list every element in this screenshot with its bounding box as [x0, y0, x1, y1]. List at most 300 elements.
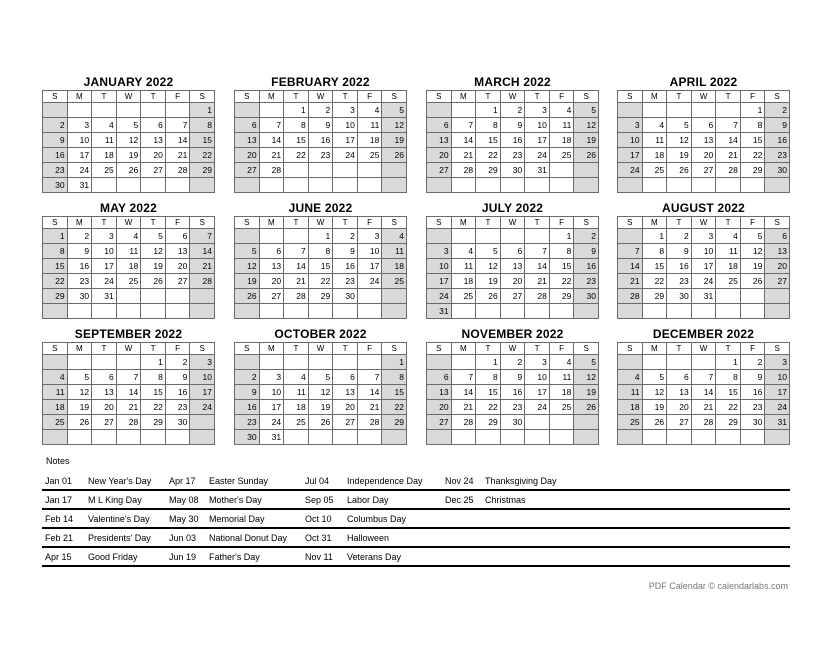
- day-cell: [333, 163, 358, 178]
- month-title: MARCH 2022: [474, 75, 551, 89]
- day-cell: [716, 304, 741, 319]
- day-cell: [333, 430, 358, 445]
- weekday-header-row: [235, 343, 407, 355]
- day-cell: [165, 430, 190, 445]
- week-row: [43, 259, 215, 274]
- day-cell: 18: [116, 259, 141, 274]
- weekday-header-row: [618, 91, 790, 103]
- day-cell: 29: [190, 163, 215, 178]
- day-cell: 20: [427, 148, 452, 163]
- day-cell: [43, 355, 68, 370]
- day-cell: 7: [525, 244, 550, 259]
- holiday-name: Mother's Day: [209, 495, 262, 505]
- week-row: [235, 415, 407, 430]
- day-cell: 2: [308, 103, 333, 118]
- day-cell: [667, 430, 692, 445]
- week-row: [618, 304, 790, 319]
- weekday-header: F: [165, 91, 190, 103]
- weekday-header: W: [500, 343, 525, 355]
- week-row: [235, 118, 407, 133]
- week-row: [235, 400, 407, 415]
- week-row: [427, 415, 599, 430]
- day-cell: 4: [357, 103, 382, 118]
- day-cell: 12: [667, 133, 692, 148]
- week-row: [43, 133, 215, 148]
- day-cell: [357, 178, 382, 193]
- day-cell: 9: [667, 244, 692, 259]
- day-cell: 18: [618, 400, 643, 415]
- day-cell: 10: [190, 370, 215, 385]
- weekday-header: M: [67, 217, 92, 229]
- day-cell: 17: [333, 133, 358, 148]
- day-cell: 13: [235, 133, 260, 148]
- weekday-header: S: [190, 343, 215, 355]
- day-cell: 7: [716, 118, 741, 133]
- week-row: [43, 370, 215, 385]
- day-cell: [427, 103, 452, 118]
- day-cell: 4: [549, 355, 574, 370]
- week-row: [427, 289, 599, 304]
- day-cell: [549, 304, 574, 319]
- day-cell: [116, 430, 141, 445]
- day-cell: 8: [476, 370, 501, 385]
- day-cell: [451, 304, 476, 319]
- day-cell: 30: [67, 289, 92, 304]
- holiday-name: Father's Day: [209, 552, 260, 562]
- day-cell: 11: [451, 259, 476, 274]
- day-cell: 9: [308, 118, 333, 133]
- day-cell: [574, 178, 599, 193]
- day-cell: 22: [740, 148, 765, 163]
- day-cell: [259, 178, 284, 193]
- day-cell: [618, 304, 643, 319]
- month-5: [42, 200, 215, 319]
- week-row: [427, 355, 599, 370]
- day-cell: 20: [333, 400, 358, 415]
- day-cell: 27: [92, 415, 117, 430]
- day-cell: [92, 103, 117, 118]
- day-cell: [716, 178, 741, 193]
- week-row: [427, 274, 599, 289]
- month-title: OCTOBER 2022: [274, 327, 367, 341]
- day-cell: 3: [259, 370, 284, 385]
- day-cell: 25: [357, 148, 382, 163]
- month-title: DECEMBER 2022: [652, 327, 755, 341]
- holiday-name: National Donut Day: [209, 533, 288, 543]
- weekday-header: M: [67, 343, 92, 355]
- day-cell: 2: [333, 229, 358, 244]
- day-cell: [642, 103, 667, 118]
- day-cell: 15: [43, 259, 68, 274]
- month-title: JUNE 2022: [288, 201, 353, 215]
- day-cell: 12: [740, 244, 765, 259]
- day-cell: 23: [574, 274, 599, 289]
- day-cell: 27: [500, 289, 525, 304]
- day-cell: [333, 355, 358, 370]
- holiday-name: Thanksgiving Day: [485, 476, 557, 486]
- day-cell: 14: [525, 259, 550, 274]
- day-cell: 1: [190, 103, 215, 118]
- week-row: [235, 133, 407, 148]
- month-grid: [426, 216, 599, 319]
- day-cell: [667, 355, 692, 370]
- day-cell: 13: [500, 259, 525, 274]
- week-row: [235, 178, 407, 193]
- day-cell: 5: [574, 355, 599, 370]
- day-cell: 30: [235, 430, 260, 445]
- day-cell: [574, 430, 599, 445]
- day-cell: [92, 430, 117, 445]
- day-cell: 10: [357, 244, 382, 259]
- day-cell: 27: [427, 163, 452, 178]
- day-cell: 13: [259, 259, 284, 274]
- day-cell: [476, 430, 501, 445]
- day-cell: 26: [141, 274, 166, 289]
- month-grid: [617, 90, 790, 193]
- day-cell: 6: [259, 244, 284, 259]
- weekday-header: F: [165, 343, 190, 355]
- day-cell: 5: [67, 370, 92, 385]
- weekday-header: T: [92, 343, 117, 355]
- day-cell: [618, 103, 643, 118]
- day-cell: 16: [308, 133, 333, 148]
- day-cell: 14: [451, 385, 476, 400]
- day-cell: 14: [357, 385, 382, 400]
- day-cell: 18: [357, 133, 382, 148]
- weekday-header: M: [259, 217, 284, 229]
- day-cell: [382, 163, 407, 178]
- day-cell: 5: [308, 370, 333, 385]
- weekday-header: S: [618, 91, 643, 103]
- month-11: [426, 326, 599, 445]
- day-cell: 26: [67, 415, 92, 430]
- day-cell: [574, 304, 599, 319]
- day-cell: 14: [618, 259, 643, 274]
- day-cell: 13: [92, 385, 117, 400]
- week-row: [427, 148, 599, 163]
- weekday-header: M: [67, 91, 92, 103]
- week-row: [43, 244, 215, 259]
- day-cell: 2: [500, 355, 525, 370]
- day-cell: [141, 178, 166, 193]
- day-cell: [574, 415, 599, 430]
- day-cell: [716, 289, 741, 304]
- day-cell: 23: [500, 400, 525, 415]
- day-cell: [427, 229, 452, 244]
- day-cell: 15: [716, 385, 741, 400]
- day-cell: [190, 304, 215, 319]
- day-cell: 16: [500, 385, 525, 400]
- week-row: [618, 244, 790, 259]
- day-cell: 15: [740, 133, 765, 148]
- day-cell: [716, 430, 741, 445]
- day-cell: [740, 430, 765, 445]
- day-cell: 15: [308, 259, 333, 274]
- weekday-header: W: [691, 343, 716, 355]
- day-cell: 30: [333, 289, 358, 304]
- holiday-name: Memorial Day: [209, 514, 265, 524]
- day-cell: 1: [642, 229, 667, 244]
- day-cell: 9: [740, 370, 765, 385]
- day-cell: [284, 178, 309, 193]
- notes-row: [42, 491, 790, 510]
- day-cell: 21: [116, 400, 141, 415]
- day-cell: 14: [691, 385, 716, 400]
- day-cell: [618, 178, 643, 193]
- day-cell: 29: [476, 163, 501, 178]
- day-cell: 2: [235, 370, 260, 385]
- day-cell: 23: [43, 163, 68, 178]
- weekday-header: T: [284, 91, 309, 103]
- day-cell: [284, 304, 309, 319]
- day-cell: 1: [716, 355, 741, 370]
- day-cell: 10: [92, 244, 117, 259]
- holiday-date: Jun 19: [169, 552, 197, 562]
- day-cell: 27: [235, 163, 260, 178]
- day-cell: [642, 430, 667, 445]
- day-cell: 20: [141, 148, 166, 163]
- weekday-header: T: [476, 91, 501, 103]
- day-cell: [691, 430, 716, 445]
- day-cell: 1: [43, 229, 68, 244]
- day-cell: 8: [476, 118, 501, 133]
- day-cell: [235, 229, 260, 244]
- day-cell: 15: [284, 133, 309, 148]
- day-cell: [691, 355, 716, 370]
- day-cell: 10: [67, 133, 92, 148]
- day-cell: [549, 415, 574, 430]
- day-cell: [357, 289, 382, 304]
- day-cell: 30: [43, 178, 68, 193]
- week-row: [427, 430, 599, 445]
- week-row: [235, 163, 407, 178]
- day-cell: 17: [691, 259, 716, 274]
- day-cell: 11: [43, 385, 68, 400]
- week-row: [618, 148, 790, 163]
- day-cell: 27: [667, 415, 692, 430]
- day-cell: [382, 304, 407, 319]
- day-cell: [116, 304, 141, 319]
- holiday-name: New Year's Day: [88, 476, 152, 486]
- day-cell: 14: [165, 133, 190, 148]
- holiday-date: Apr 17: [169, 476, 196, 486]
- holiday-date: Apr 15: [45, 552, 72, 562]
- day-cell: 2: [740, 355, 765, 370]
- day-cell: 24: [525, 400, 550, 415]
- holiday-date: May 30: [169, 514, 199, 524]
- day-cell: 17: [92, 259, 117, 274]
- day-cell: [525, 304, 550, 319]
- day-cell: [476, 229, 501, 244]
- day-cell: 6: [427, 370, 452, 385]
- weekday-header: F: [357, 217, 382, 229]
- day-cell: [525, 430, 550, 445]
- week-row: [427, 385, 599, 400]
- day-cell: 20: [765, 259, 790, 274]
- day-cell: 17: [618, 148, 643, 163]
- day-cell: [141, 304, 166, 319]
- day-cell: [308, 430, 333, 445]
- day-cell: 16: [765, 133, 790, 148]
- holiday-date: Sep 05: [305, 495, 334, 505]
- day-cell: 8: [740, 118, 765, 133]
- day-cell: 15: [549, 259, 574, 274]
- month-grid: [234, 90, 407, 193]
- day-cell: [691, 304, 716, 319]
- weekday-header: F: [549, 91, 574, 103]
- day-cell: [476, 304, 501, 319]
- day-cell: 19: [116, 148, 141, 163]
- weekday-header: T: [667, 217, 692, 229]
- day-cell: 4: [451, 244, 476, 259]
- notes-row: [42, 472, 790, 491]
- day-cell: 8: [43, 244, 68, 259]
- day-cell: [165, 304, 190, 319]
- day-cell: 12: [67, 385, 92, 400]
- day-cell: [549, 178, 574, 193]
- day-cell: [667, 304, 692, 319]
- weekday-header: W: [691, 217, 716, 229]
- day-cell: 31: [691, 289, 716, 304]
- holiday-name: Presidents' Day: [88, 533, 151, 543]
- day-cell: 18: [642, 148, 667, 163]
- notes-row: [42, 510, 790, 529]
- day-cell: [476, 178, 501, 193]
- weekday-header-row: [235, 91, 407, 103]
- weekday-header: S: [43, 343, 68, 355]
- day-cell: 4: [716, 229, 741, 244]
- weekday-header: W: [116, 91, 141, 103]
- weekday-header: F: [165, 217, 190, 229]
- day-cell: 30: [765, 163, 790, 178]
- week-row: [618, 229, 790, 244]
- day-cell: 19: [476, 274, 501, 289]
- week-row: [427, 178, 599, 193]
- week-row: [618, 133, 790, 148]
- day-cell: 28: [357, 415, 382, 430]
- day-cell: 8: [190, 118, 215, 133]
- day-cell: 3: [618, 118, 643, 133]
- day-cell: [259, 103, 284, 118]
- week-row: [618, 103, 790, 118]
- day-cell: 31: [765, 415, 790, 430]
- day-cell: 19: [67, 400, 92, 415]
- weekday-header: S: [765, 217, 790, 229]
- week-row: [618, 400, 790, 415]
- day-cell: 5: [667, 118, 692, 133]
- holiday-date: Jul 04: [305, 476, 330, 486]
- week-row: [618, 289, 790, 304]
- day-cell: [43, 103, 68, 118]
- day-cell: 19: [667, 148, 692, 163]
- day-cell: 7: [618, 244, 643, 259]
- day-cell: [740, 289, 765, 304]
- day-cell: 11: [382, 244, 407, 259]
- day-cell: 31: [67, 178, 92, 193]
- day-cell: 26: [642, 415, 667, 430]
- day-cell: 28: [284, 289, 309, 304]
- month-title: APRIL 2022: [669, 75, 738, 89]
- notes-row: [42, 548, 790, 567]
- day-cell: 13: [427, 133, 452, 148]
- day-cell: 20: [165, 259, 190, 274]
- day-cell: [165, 103, 190, 118]
- day-cell: 20: [691, 148, 716, 163]
- notes-row: [42, 529, 790, 548]
- day-cell: 26: [574, 148, 599, 163]
- month-1: [42, 74, 215, 193]
- day-cell: 13: [427, 385, 452, 400]
- day-cell: 28: [451, 415, 476, 430]
- day-cell: 12: [382, 118, 407, 133]
- day-cell: [427, 355, 452, 370]
- day-cell: [190, 430, 215, 445]
- weekday-header: S: [427, 217, 452, 229]
- holiday-name: Veterans Day: [347, 552, 402, 562]
- day-cell: 22: [190, 148, 215, 163]
- day-cell: 25: [716, 274, 741, 289]
- day-cell: 25: [43, 415, 68, 430]
- day-cell: 10: [427, 259, 452, 274]
- day-cell: 7: [165, 118, 190, 133]
- weekday-header: T: [667, 91, 692, 103]
- weekday-header: W: [308, 91, 333, 103]
- day-cell: 21: [259, 148, 284, 163]
- weekday-header-row: [235, 217, 407, 229]
- day-cell: 8: [141, 370, 166, 385]
- day-cell: [235, 304, 260, 319]
- day-cell: 13: [691, 133, 716, 148]
- day-cell: [500, 178, 525, 193]
- day-cell: 6: [427, 118, 452, 133]
- day-cell: 1: [308, 229, 333, 244]
- day-cell: 21: [190, 259, 215, 274]
- day-cell: 30: [574, 289, 599, 304]
- weekday-header: F: [740, 217, 765, 229]
- day-cell: [451, 229, 476, 244]
- day-cell: [308, 355, 333, 370]
- weekday-header-row: [427, 343, 599, 355]
- weekday-header: S: [574, 343, 599, 355]
- weekday-header: S: [43, 217, 68, 229]
- day-cell: 29: [43, 289, 68, 304]
- day-cell: 3: [427, 244, 452, 259]
- day-cell: 12: [141, 244, 166, 259]
- day-cell: 20: [500, 274, 525, 289]
- day-cell: [92, 355, 117, 370]
- day-cell: 8: [308, 244, 333, 259]
- day-cell: 18: [451, 274, 476, 289]
- day-cell: 21: [618, 274, 643, 289]
- day-cell: 12: [235, 259, 260, 274]
- weekday-header: F: [357, 91, 382, 103]
- day-cell: 18: [549, 133, 574, 148]
- day-cell: [190, 178, 215, 193]
- week-row: [43, 103, 215, 118]
- week-row: [427, 259, 599, 274]
- weekday-header: T: [476, 343, 501, 355]
- day-cell: [500, 304, 525, 319]
- day-cell: 20: [235, 148, 260, 163]
- day-cell: [67, 103, 92, 118]
- day-cell: 28: [716, 163, 741, 178]
- weekday-header: T: [333, 91, 358, 103]
- day-cell: 5: [382, 103, 407, 118]
- day-cell: [357, 163, 382, 178]
- weekday-header-row: [427, 91, 599, 103]
- day-cell: 29: [642, 289, 667, 304]
- day-cell: 23: [765, 148, 790, 163]
